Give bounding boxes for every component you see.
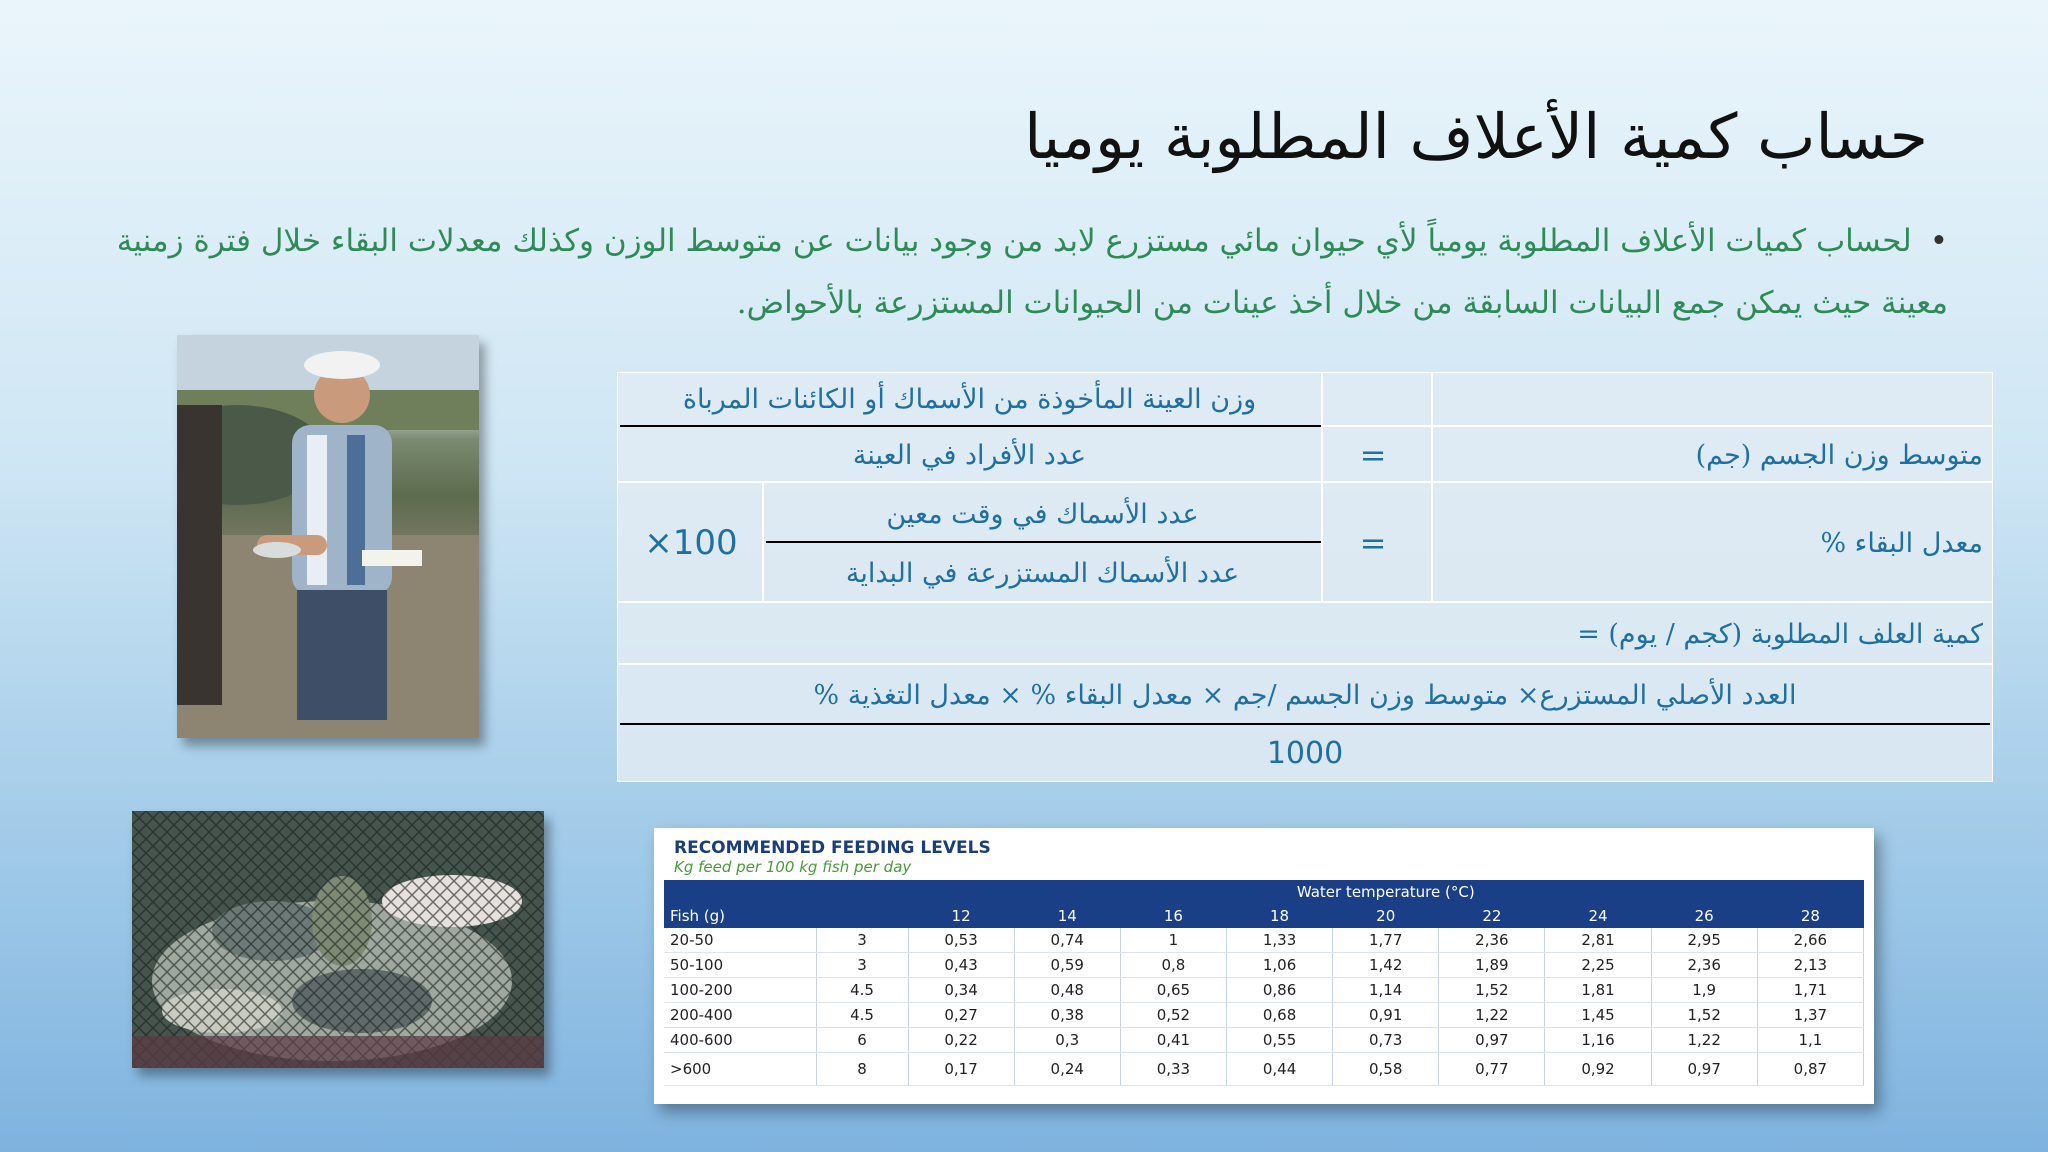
survival-label: معدل البقاء % [1820, 527, 1983, 559]
grid-line [762, 483, 764, 601]
feeding-table-subtitle: Kg feed per 100 kg fish per day [674, 858, 912, 876]
temp-header: 16 [1120, 904, 1226, 928]
fish-size-cell: 200-400 [664, 1003, 816, 1028]
temp-header: 24 [1545, 904, 1651, 928]
table-row [664, 1003, 1864, 1028]
fish-size-cell: 20-50 [664, 928, 816, 953]
grid-line [1431, 373, 1433, 601]
feed-value-cell: 0,92 [1545, 1053, 1651, 1086]
feeding-levels-table [654, 828, 1874, 1104]
feed-value-cell: 0,52 [1120, 1003, 1226, 1028]
feed-value-cell: 1,1 [1757, 1028, 1863, 1053]
feed-value-cell: 1,33 [1226, 928, 1332, 953]
temp-header: 28 [1757, 904, 1863, 928]
feed-value-cell: 0,86 [1226, 978, 1332, 1003]
feeding-table-title: RECOMMENDED FEEDING LEVELS [674, 838, 991, 858]
feed-value-cell: 1,81 [1545, 978, 1651, 1003]
slide-title: حساب كمية الأعلاف المطلوبة يوميا [1024, 100, 1928, 173]
fraction-line [620, 723, 1990, 725]
feed-value-cell: 1,71 [1757, 978, 1863, 1003]
temp-header: 20 [1333, 904, 1439, 928]
table-row [664, 953, 1864, 978]
feed-value-cell: 2,66 [1757, 928, 1863, 953]
feed-value-cell: 1,16 [1545, 1028, 1651, 1053]
avg-weight-label: متوسط وزن الجسم (جم) [1695, 439, 1983, 471]
feed-value-cell: 0,48 [1014, 978, 1120, 1003]
feed-value-cell: 1,52 [1439, 978, 1545, 1003]
avg-weight-numerator: وزن العينة المأخوذة من الأسماك أو الكائنات المرباة [682, 383, 1257, 415]
feed-value-cell: 0,41 [1120, 1028, 1226, 1053]
feed-value-cell: 0,87 [1757, 1053, 1863, 1086]
feed-value-cell: 0,44 [1226, 1053, 1332, 1086]
feed-value-cell: 0,43 [908, 953, 1014, 978]
table-row [664, 928, 1864, 953]
grid-line [618, 601, 1992, 603]
grid-line [618, 481, 1992, 483]
avg-weight-denominator: عدد الأفراد في العينة [852, 439, 1087, 471]
feed-value-cell: 0,97 [1439, 1028, 1545, 1053]
survival-denominator: عدد الأسماك المستزرعة في البداية [845, 557, 1240, 589]
feed-value-cell: 2,25 [1545, 953, 1651, 978]
feed-value-cell: 0,97 [1651, 1053, 1757, 1086]
photo-fish-net [132, 811, 544, 1068]
feeding-table-grid [664, 880, 1864, 1086]
feed-value-cell: 0,3 [1014, 1028, 1120, 1053]
feed-value-cell: 0,77 [1439, 1053, 1545, 1086]
feed-value-cell: 2,36 [1439, 928, 1545, 953]
survival-multiplier: ×100 [644, 523, 738, 563]
equals-sign: = [1359, 436, 1387, 474]
fish-header: Fish (g) [664, 904, 816, 928]
feed-value-cell: 1,77 [1333, 928, 1439, 953]
grid-line [1321, 425, 1992, 427]
feed-value-cell: 2,95 [1651, 928, 1757, 953]
feed-value-cell: 1,22 [1651, 1028, 1757, 1053]
feed-value-cell: 0,65 [1120, 978, 1226, 1003]
person-figure-image [177, 335, 479, 738]
fish-net-image [132, 811, 544, 1068]
count-cell: 4.5 [816, 1003, 908, 1028]
feed-numerator: العدد الأصلي المستزرع× متوسط وزن الجسم /جم × معدل البقاء % × معدل التغذية % [813, 679, 1797, 711]
water-temp-header: Water temperature (°C) [908, 880, 1864, 904]
feed-value-cell: 1,89 [1439, 953, 1545, 978]
count-cell: 6 [816, 1028, 908, 1053]
feed-value-cell: 0,58 [1333, 1053, 1439, 1086]
feed-value-cell: 0,68 [1226, 1003, 1332, 1028]
count-cell: 8 [816, 1053, 908, 1086]
feed-value-cell: 0,55 [1226, 1028, 1332, 1053]
feed-value-cell: 1,9 [1651, 978, 1757, 1003]
temp-header: 12 [908, 904, 1014, 928]
feed-value-cell: 1,06 [1226, 953, 1332, 978]
feed-value-cell: 1,14 [1333, 978, 1439, 1003]
feed-value-cell: 2,81 [1545, 928, 1651, 953]
table-row [664, 978, 1864, 1003]
count-cell: 4.5 [816, 978, 908, 1003]
survival-numerator: عدد الأسماك في وقت معين [886, 498, 1199, 530]
temp-header: 22 [1439, 904, 1545, 928]
fish-size-cell: 100-200 [664, 978, 816, 1003]
feed-value-cell: 1,45 [1545, 1003, 1651, 1028]
feed-value-cell: 0,74 [1014, 928, 1120, 953]
feed-value-cell: 1,42 [1333, 953, 1439, 978]
bullet-dot: • [1929, 223, 1948, 259]
feed-value-cell: 2,36 [1651, 953, 1757, 978]
feed-value-cell: 0,33 [1120, 1053, 1226, 1086]
feed-value-cell: 0,38 [1014, 1003, 1120, 1028]
feed-value-cell: 0,59 [1014, 953, 1120, 978]
blank-header [816, 904, 908, 928]
feed-value-cell: 0,8 [1120, 953, 1226, 978]
feed-value-cell: 1,37 [1757, 1003, 1863, 1028]
feed-label: كمية العلف المطلوبة (كجم / يوم) = [1577, 618, 1983, 650]
temp-header: 18 [1226, 904, 1332, 928]
bullet-body: لحساب كميات الأعلاف المطلوبة يومياً لأي حيوان مائي مستزرع لابد من وجود بيانات عن متوسط الوزن وكذلك معدلات البقاء خلال فترة زمنية معينة حيث يمكن جمع البيانات السابقة من خلال أخذ عينات من الحيوانات المستزرعة بالأحواض. [116, 223, 1948, 321]
feed-denominator: 1000 [1266, 735, 1344, 771]
feed-value-cell: 0,91 [1333, 1003, 1439, 1028]
grid-line [1321, 373, 1323, 601]
temp-header: 14 [1014, 904, 1120, 928]
feed-value-cell: 0,34 [908, 978, 1014, 1003]
feed-value-cell: 0,27 [908, 1003, 1014, 1028]
fraction-line [620, 425, 1321, 427]
feed-value-cell: 1,52 [1651, 1003, 1757, 1028]
grid-line [618, 663, 1992, 665]
feed-value-cell: 0,22 [908, 1028, 1014, 1053]
feed-value-cell: 0,24 [1014, 1053, 1120, 1086]
table-row [664, 1053, 1864, 1086]
count-cell: 3 [816, 953, 908, 978]
fraction-line [766, 541, 1321, 543]
feed-value-cell: 0,73 [1333, 1028, 1439, 1053]
photo-fish-sampling [177, 335, 479, 738]
bullet-text [80, 210, 1948, 334]
feed-value-cell: 0,17 [908, 1053, 1014, 1086]
feed-value-cell: 1,22 [1439, 1003, 1545, 1028]
table-row [664, 1028, 1864, 1053]
feed-value-cell: 2,13 [1757, 953, 1863, 978]
temp-header: 26 [1651, 904, 1757, 928]
fish-size-cell: >600 [664, 1053, 816, 1086]
feed-value-cell: 0,53 [908, 928, 1014, 953]
equals-sign: = [1359, 524, 1387, 562]
formula-table [617, 372, 1993, 782]
count-cell: 3 [816, 928, 908, 953]
fish-size-cell: 400-600 [664, 1028, 816, 1053]
feed-value-cell: 1 [1120, 928, 1226, 953]
fish-size-cell: 50-100 [664, 953, 816, 978]
